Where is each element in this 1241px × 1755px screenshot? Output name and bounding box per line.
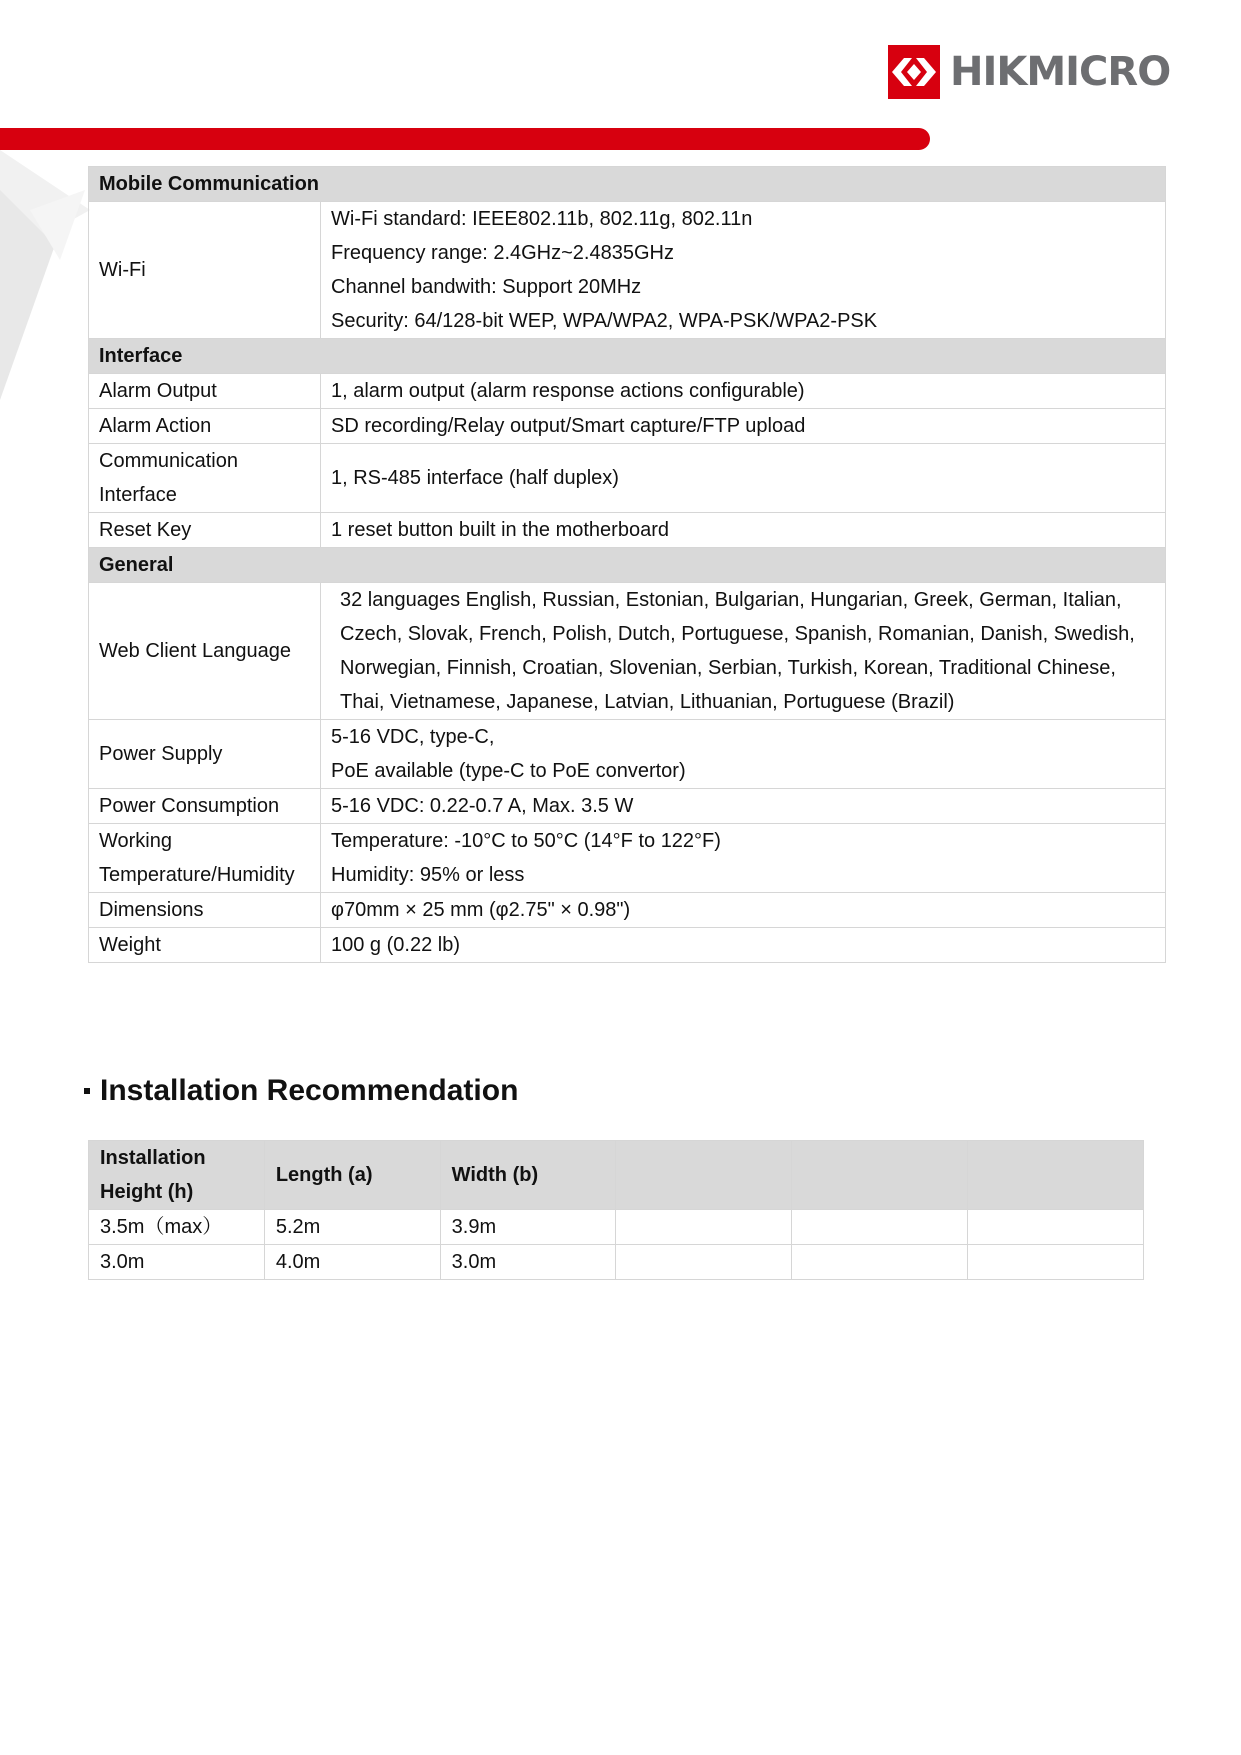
installation-cell (616, 1245, 792, 1280)
installation-cell (792, 1210, 968, 1245)
decorative-triangles (0, 150, 90, 400)
installation-cell: 3.0m (440, 1245, 616, 1280)
spec-row (89, 409, 1166, 444)
section-header-row (89, 548, 1166, 583)
spec-value-line: 1, RS-485 interface (half duplex) (331, 467, 619, 489)
spec-row (89, 374, 1166, 409)
spec-label: Dimensions (89, 893, 321, 928)
spec-row (89, 202, 1166, 339)
spec-value (321, 824, 1166, 893)
spec-value (321, 583, 1166, 720)
spec-value-line: 1 reset button built in the motherboard (331, 519, 669, 541)
spec-value-line: 100 g (0.22 lb) (331, 934, 460, 956)
spec-row (89, 928, 1166, 963)
section-header: General (89, 548, 1166, 583)
installation-cell (968, 1210, 1144, 1245)
installation-row (89, 1245, 1144, 1280)
installation-heading (84, 1074, 518, 1108)
spec-value-line: Wi-Fi standard: IEEE802.11b, 802.11g, 802.11n (331, 208, 753, 230)
installation-cell: 3.0m (89, 1245, 265, 1280)
spec-value-line: 32 languages English, Russian, Estonian, Bulgarian, Hungarian, Greek, German, Italian, Czech, Slovak, French, Polish, Dutch, Portuguese, Spanish, Romanian, Danish, Swedish, Norwegian, Finnish, Croatian, Slovenian, Serbian, Turkish, Korean, Traditional Chinese, Thai, Vietnamese, Japanese, Latvian, Lithuanian, Portuguese (Brazil) (340, 589, 1135, 713)
spec-row (89, 444, 1166, 513)
hikmicro-logo-icon (888, 45, 940, 99)
spec-value (321, 789, 1166, 824)
spec-label: Reset Key (89, 513, 321, 548)
spec-value-line: 5-16 VDC: 0.22-0.7 A, Max. 3.5 W (331, 795, 634, 817)
spec-label: Power Supply (89, 720, 321, 789)
spec-label: Web Client Language (89, 583, 321, 720)
spec-label: Weight (89, 928, 321, 963)
spec-value (321, 374, 1166, 409)
spec-value-line: SD recording/Relay output/Smart capture/FTP upload (331, 415, 806, 437)
brand-logo (888, 44, 1170, 100)
brand-name: HIKMICRO (950, 49, 1171, 95)
spec-value-line: Temperature: -10°C to 50°C (14°F to 122°F) (331, 830, 721, 852)
spec-label: Alarm Action (89, 409, 321, 444)
spec-value (321, 513, 1166, 548)
spec-label: Communication Interface (89, 444, 321, 513)
spec-value-line: Humidity: 95% or less (331, 864, 525, 886)
installation-cell: 3.9m (440, 1210, 616, 1245)
section-header: Mobile Communication (89, 167, 1166, 202)
spec-label: Wi-Fi (89, 202, 321, 339)
spec-value-line: 5-16 VDC, type-C, (331, 726, 495, 748)
spec-label: Alarm Output (89, 374, 321, 409)
section-header-row (89, 167, 1166, 202)
spec-value-line: Security: 64/128-bit WEP, WPA/WPA2, WPA-PSK/WPA2-PSK (331, 310, 878, 332)
installation-cell: 5.2m (264, 1210, 440, 1245)
spec-row (89, 824, 1166, 893)
spec-value-line: Channel bandwith: Support 20MHz (331, 276, 642, 298)
spec-label: Power Consumption (89, 789, 321, 824)
spec-value (321, 409, 1166, 444)
installation-cell: 3.5m（max） (89, 1210, 265, 1245)
spec-value-line: 1, alarm output (alarm response actions configurable) (331, 380, 805, 402)
installation-table (88, 1140, 1144, 1280)
spec-row (89, 513, 1166, 548)
installation-header-cell: Installation Height (h) (89, 1141, 265, 1210)
spec-value-line: φ70mm × 25 mm (φ2.75" × 0.98") (331, 899, 631, 921)
spec-label: Working Temperature/Humidity (89, 824, 321, 893)
installation-header-cell: Width (b) (440, 1141, 616, 1210)
installation-header-cell (968, 1141, 1144, 1210)
spec-row (89, 720, 1166, 789)
spec-value (321, 720, 1166, 789)
installation-cell (968, 1245, 1144, 1280)
installation-header-cell (616, 1141, 792, 1210)
spec-value (321, 444, 1166, 513)
spec-row (89, 789, 1166, 824)
spec-value (321, 202, 1166, 339)
spec-value-line: Frequency range: 2.4GHz~2.4835GHz (331, 242, 674, 264)
header-red-bar (0, 128, 930, 150)
installation-header-cell: Length (a) (264, 1141, 440, 1210)
installation-header-cell (792, 1141, 968, 1210)
bullet-icon (84, 1088, 90, 1094)
spec-value (321, 893, 1166, 928)
spec-value (321, 928, 1166, 963)
spec-value-line: PoE available (type-C to PoE convertor) (331, 760, 686, 782)
section-header: Interface (89, 339, 1166, 374)
spec-table (88, 166, 1166, 963)
section-header-row (89, 339, 1166, 374)
spec-row (89, 893, 1166, 928)
installation-cell (792, 1245, 968, 1280)
installation-title: Installation Recommendation (100, 1074, 519, 1107)
spec-row (89, 583, 1166, 720)
installation-row (89, 1210, 1144, 1245)
installation-header-row (89, 1141, 1144, 1210)
installation-cell (616, 1210, 792, 1245)
installation-cell: 4.0m (264, 1245, 440, 1280)
